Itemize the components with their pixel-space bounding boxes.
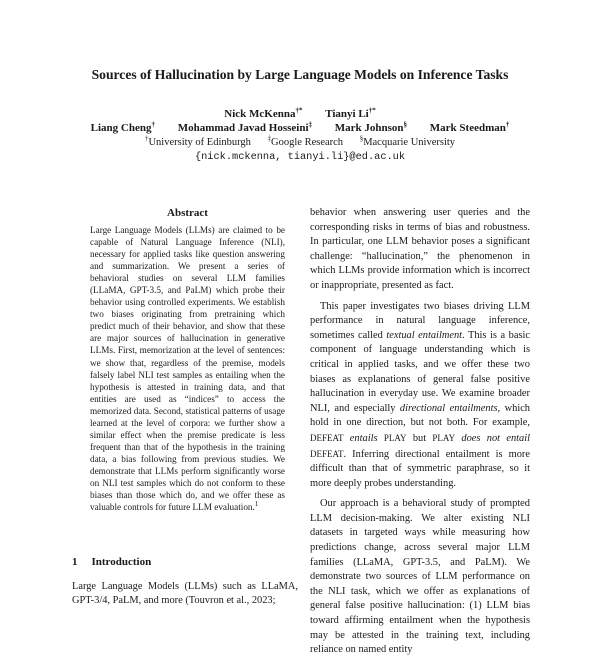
section-title: Introduction — [91, 556, 152, 568]
paragraph: This paper investigates two biases driving LLM performance in natural language inference, sometimes called textual entailment. This is a basic component of language understanding which is critical in applied tasks, and we offer these two biases as explanations of general false positive hallucination in everyday use. We examine broader NLI, and especially directional entailments, which hold in one direction, but not both. For example, DEFEAT entails PLAY but PLAY does not entail DEFEAT. Inferring directional entailment is more difficult than that of symmetric paraphrase, so it more deeply probes understanding. — [310, 300, 531, 489]
author-name: Liang Cheng† — [90, 120, 155, 134]
abstract-heading: Abstract — [167, 207, 208, 219]
paragraph: behavior when answering user queries and the corresponding risks in terms of bias and robustness. In particular, one LLM behavior poses a significant challenge: “hallucination,” the phenomenon in which LLMs provide information which is incorrect or inappropriate, presented as fact. — [310, 207, 530, 291]
footnote-mark[interactable]: 1 — [254, 500, 259, 509]
author-name: Mohammad Javad Hosseini‡ — [177, 120, 312, 134]
abstract-body: Large Language Models (LLMs) are claimed to be capable of Natural Language Inference (NLI), necessary for applied tasks like question answering and summarization. We present a series of behavioral studies on several LLM families (LLaMA, GPT-3.5, and PaLM) which probe their behavior using controlled experiments. We establish two biases originating from pretraining which predict much of their behavior, and show that these are major sources of hallucination in generative LLMs. First, memorization at the level of sentences: we show that, regardless of the premise, models falsely label NLI test samples as entailing when the hypothesis is attested in training data, and that entities are used as “indices” to access the memorized data. Second, statistical patterns of usage learned at the level of corpora: we further show a similar effect when the premise predicate is less frequent than that of the hypothesis in the training data, a bias following from previous studies. We demonstrate that LLMs perform significantly worse on NLI test samples which do not conform to these biases than those which do, and we offer these as valuable controls for future LLM evaluation.$^1$ — [90, 225, 285, 513]
author-name: Tianyi Li†* — [325, 106, 376, 120]
affiliation: §Macquarie University — [359, 134, 456, 148]
contact-email[interactable]: {nick.mckenna, tianyi.li}@ed.ac.uk — [194, 151, 406, 163]
author-name: Nick McKenna†* — [224, 106, 303, 120]
author-row-1 — [0, 108, 600, 120]
section-number: 1 — [72, 556, 78, 568]
affiliations — [0, 134, 600, 148]
intro-paragraph: Large Language Models (LLMs) such as LLaMA, GPT-3/4, PaLM, and more (Touvron et al., 2023; — [72, 581, 298, 606]
author-row-2 — [0, 122, 600, 134]
author-name: Mark Steedman† — [429, 120, 510, 134]
author-name: Mark Johnson§ — [334, 120, 408, 134]
right-column-body — [310, 206, 530, 658]
section-heading — [72, 556, 151, 568]
affiliation: ‡Google Research — [267, 134, 344, 148]
paper-title: Sources of Hallucination by Large Language Models on Inference Tasks — [91, 67, 509, 82]
paragraph: Our approach is a behavioral study of prompted LLM decision-making. We alter existing NLI datasets in targeted ways while measuring how predictions change, across several major LLM families (LLaMA, GPT-3.5, and PaLM). We demonstrate two sources of LLM performance on the NLI task, which we offer as explanations of general false positive hallucination: (1) LLM bias toward affirming entailment when the hypothesis may be attested in the training text, including reliance on named entity — [310, 498, 530, 656]
affiliation: †University of Edinburgh — [144, 134, 251, 148]
